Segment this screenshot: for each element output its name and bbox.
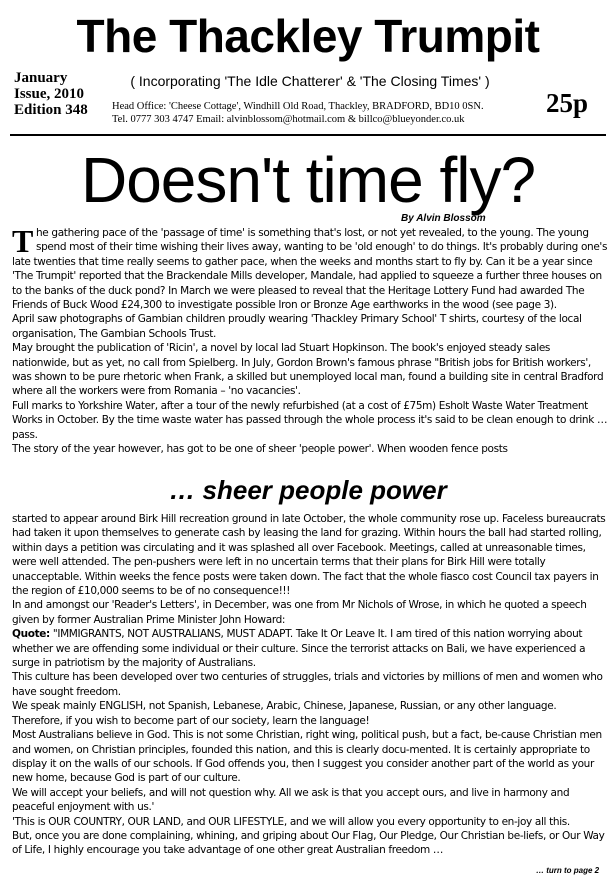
quote-label: Quote: bbox=[12, 628, 50, 641]
paragraph: In and amongst our 'Reader's Letters', in December, was one from Mr Nichols of Wrose, in which he quoted a speech given by former Australian Prime Minister John Howard: bbox=[12, 599, 587, 626]
issue-year: Issue, 2010 bbox=[14, 86, 85, 102]
turn-to-page-link: … turn to page 2 bbox=[536, 866, 600, 875]
paragraph: May brought the publication of 'Ricin', a novel by local lad Stuart Hopkinson. The book's enjoyed steady sales nationwide, but as yet, no call from Spielberg. In July, Gordon Brown's famous phrase "British jobs for British workers', was shown to be pure rhetoric when Frank, a skilled but unemployed local man, found a building site in central Bradford where all the workers were from Romania – 'no vacancies'. bbox=[12, 342, 604, 398]
paragraph: The story of the year however, has got to be one of sheer 'people power'. When wooden fence posts bbox=[12, 443, 508, 456]
paragraph: We speak mainly ENGLISH, not Spanish, Lebanese, Arabic, Chinese, Japanese, Russian, or any other language. Therefore, if you wish to become part of our society, learn the language! bbox=[12, 700, 557, 727]
paragraph-text: he gathering pace of the 'passage of time' is something that's lost, or not yet revealed, to the young. The young spend most of their time wishing their lives away, wanting to be 'old enough' to do things. It's probably during one's late twenties that time really seems to gather pace, when the weeks and months start to fly by. Can it be a year since 'The Trumpit' reported that the Brackendale Mills developer, Mandale, had applied to squeeze a further three houses on to the banks of the duck pond? In March we were pleased to reveal that the Heritage Lottery Fund had awarded The Friends of Buck Wood £24,300 to investigate possible Iron or Bronze Age earthworks in the wood (see page 3). bbox=[12, 227, 608, 312]
paragraph bbox=[12, 223, 608, 312]
head-office-address: Head Office: 'Cheese Cottage', Windhill Old Road, Thackley, BRADFORD, BD10 0SN. bbox=[112, 101, 484, 112]
drop-cap: T bbox=[12, 223, 33, 259]
article-body-bottom bbox=[12, 512, 608, 858]
paragraph bbox=[12, 627, 608, 670]
paragraph: Full marks to Yorkshire Water, after a tour of the newly refurbished (at a cost of £75m) Esholt Waste Water Treatment Works in October. By the time waste water has passed through the whole process it's said to be clean enough to drink … pass. bbox=[12, 399, 608, 441]
paragraph: started to appear around Birk Hill recreation ground in late October, the whole community rose up. Faceless bureaucrats had taken it upon themselves to generate cash by leasing the land for grazing. Within hours the ball had started rolling, within days a petition was circulating and it was splashed all over Facebook. Meetings, called at unreasonable times, were well attended. The pen-pushers were left in no uncertain terms that their plans for Birk Hill were totally unacceptable. Within weeks the fence posts were taken down. The fact that the whole fiasco cost Council tax payers in the region of £10,000 seems to be of no consequence!!! bbox=[12, 513, 606, 598]
article-subheading: … sheer people power bbox=[169, 475, 447, 505]
article-headline: Doesn't time fly? bbox=[80, 144, 536, 216]
price-label: 25p bbox=[546, 88, 589, 118]
paragraph-text: "IMMIGRANTS, NOT AUSTRALIANS, MUST ADAPT. Take It Or Leave It. I am tired of this nation worrying about whether we are offending some individual or their culture. Since the terrorist attacks on Bali, we have experienced a surge in patriotism by the majority of Australians. bbox=[12, 628, 586, 670]
contact-line: Tel. 0777 303 4747 Email: alvinblossom@hotmail.com & billco@blueyonder.co.uk bbox=[112, 114, 465, 125]
incorporating-line: ( Incorporating 'The Idle Chatterer' & 'The Closing Times' ) bbox=[130, 73, 490, 89]
masthead-divider bbox=[10, 134, 606, 136]
edition-number: Edition 348 bbox=[14, 102, 88, 118]
paragraph: But, once you are done complaining, whining, and griping about Our Flag, Our Pledge, Our Christian be-liefs, or Our Way of Life, I highly encourage you take advantage of one other great Australian freedom … bbox=[12, 829, 605, 857]
issue-month: January bbox=[14, 70, 68, 86]
paragraph: Most Australians believe in God. This is not some Christian, right wing, political push, but a fact, be-cause Christian men and women, on Christian principles, founded this nation, and this is clearly docu-mented. It is certainly appropriate to display it on the walls of our schools. If God offends you, then I suggest you consider another part of the world as your new home, because God is part of our culture. bbox=[12, 729, 602, 785]
head-office-block bbox=[112, 100, 522, 126]
paragraph: We will accept your beliefs, and will not question why. All we ask is that you accept ours, and live in harmony and peaceful enjoyment with us.' bbox=[12, 786, 570, 814]
issue-info bbox=[14, 70, 124, 118]
masthead-title: The Thackley Trumpit bbox=[76, 10, 540, 62]
paragraph: This culture has been developed over two centuries of struggles, trials and victories by millions of men and women who have sought freedom. bbox=[12, 671, 603, 698]
paragraph: 'This is OUR COUNTRY, OUR LAND, and OUR LIFESTYLE, and we will allow you every opportunity to en-joy all this. bbox=[12, 815, 570, 828]
paragraph: April saw photographs of Gambian children proudly wearing 'Thackley Primary School' T shirts, courtesy of the local organisation, The Gambian Schools Trust. bbox=[12, 313, 582, 340]
article-body-top bbox=[12, 223, 608, 457]
article-byline: By Alvin Blossom bbox=[401, 213, 486, 224]
